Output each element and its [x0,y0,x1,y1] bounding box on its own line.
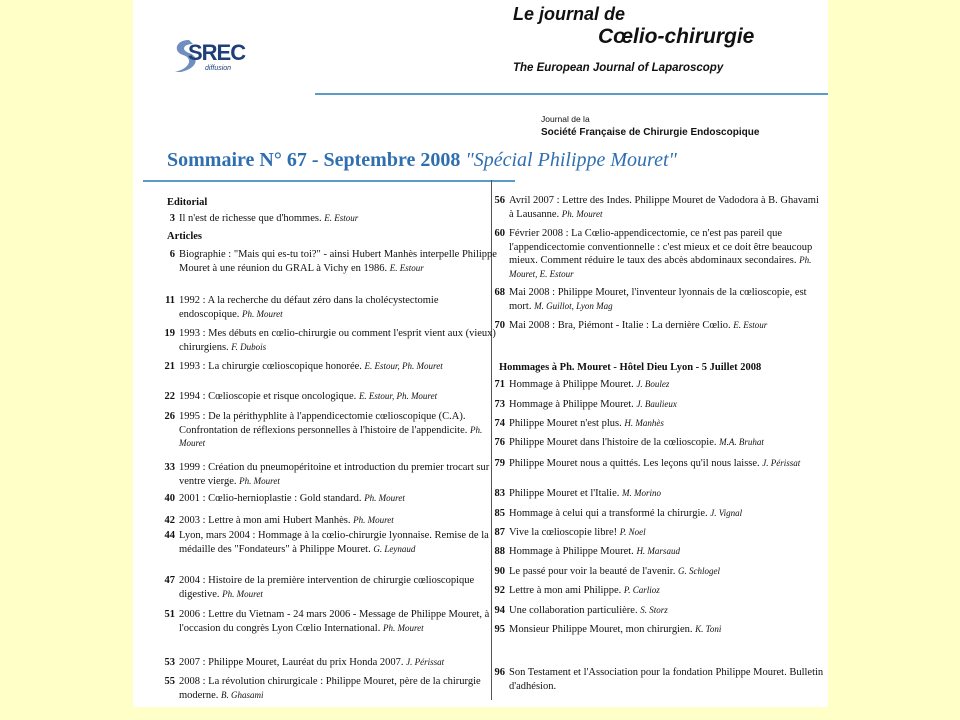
entry-author: E. Estour [389,262,424,273]
entry-author: J. Périssat [406,657,445,667]
entry-text [509,565,825,579]
entry-title: Lyon, mars 2004 : Hommage à la cœlio-chirurgie lyonnaise. Remise de la médaille des "Fondateurs" à Philippe Mouret. [179,530,489,555]
entry-author: Ph. Mouret [353,515,394,525]
title-main: Sommaire N° 67 - Septembre 2008 [167,149,461,171]
entry-text [179,461,501,488]
page-number: 11 [165,295,175,306]
entry-author: J. Périssat [762,458,801,468]
page-number: 79 [494,458,505,469]
entry-text [179,656,501,670]
entry-author: Ph. Mouret [364,493,405,503]
entry-text [179,514,501,528]
journal-title-line3: The European Journal of Laparoscopy [513,62,724,74]
entry-author: P. Noel [619,527,646,537]
entry-text [179,360,501,374]
entry-text [509,507,825,521]
entry-text [509,584,825,598]
entry-title: Vive la cœlioscopie libre! [509,527,618,538]
entry-text [179,675,501,702]
entry-author: G. Leynaud [373,543,416,554]
entry-title: Le passé pour voir la beauté de l'avenir. [509,566,676,577]
entry-title: Philippe Mouret n'est plus. [509,418,622,429]
entry-title: 2007 : Philippe Mouret, Lauréat du prix Honda 2007. [179,657,404,668]
entry-title: Une collaboration particulière. [509,605,638,616]
page-number: 92 [494,585,505,596]
header-rule [315,93,828,95]
entry-author: E. Estour [324,213,359,223]
entry-title: Hommage à Philippe Mouret. [509,399,634,410]
entry-text [509,398,825,412]
entry-title: Son Testament et l'Association pour la fondation Philippe Mouret. Bulletin d'adhésion. [509,667,824,692]
page-number: 71 [494,379,505,390]
entry-title: Il n'est de richesse que d'hommes. [179,213,322,224]
entry-title: 1993 : La chirurgie cœlioscopique honorée. [179,361,362,372]
page-number: 70 [494,320,505,331]
entry-author: Ph. Mouret, E. Estour [509,255,812,279]
journal-title-line2: Cœlio-chirurgie [598,25,755,48]
entry-title: Mai 2008 : Bra, Piémont - Italie : La dernière Cœlio. [509,320,731,331]
entry-title: 2003 : Lettre à mon ami Hubert Manhès. [179,515,351,526]
page-number: 55 [164,676,175,687]
entry-author: J. Boulez [636,379,670,389]
entry-text [179,410,501,451]
entry-author: P. Carlioz [623,585,660,595]
page-number: 60 [494,228,505,239]
page-number: 68 [494,287,505,298]
page-number: 85 [494,508,505,519]
section-editorial: Editorial [167,197,208,208]
entry-author: F. Dubois [231,341,267,352]
entry-title: Hommage à celui qui a transformé la chirurgie. [509,508,708,519]
entry-author: J. Baulieux [636,399,677,409]
entry-author: M. Guillot, Lyon Mag [534,300,613,311]
entry-author: Ph. Mouret [382,622,424,633]
entry-title: Philippe Mouret dans l'histoire de la cœlioscopie. [509,437,717,448]
entry-text [179,294,501,321]
title-special: "Spécial Philippe Mouret" [465,149,677,171]
entry-text [179,492,501,506]
page-number: 94 [494,605,505,616]
page-number: 21 [164,361,175,372]
page-number: 88 [494,546,505,557]
society-line1: Journal de la [541,114,590,124]
page-number: 95 [494,624,505,635]
page-number: 74 [494,418,505,429]
entry-title: 2004 : Histoire de la première intervention de chirurgie cœlioscopique digestive. [179,575,475,600]
page-number: 87 [494,527,505,538]
entry-text [179,390,501,404]
entry-text [509,487,825,501]
entry-title: Mai 2008 : Philippe Mouret, l'inventeur lyonnais de la cœlioscopie, est mort. [509,287,807,312]
entry-title: Avril 2007 : Lettre des Indes. Philippe Mouret de Vadodora à B. Ghavami à Lausanne. [509,195,819,220]
entry-text [179,212,501,226]
page-number: 76 [494,437,505,448]
entry-author: Ph. Mouret [561,208,603,219]
entry-text [179,327,501,354]
entry-title: 2001 : Cœlio-hernioplastie : Gold standard. [179,493,362,504]
entry-author: Ph. Mouret [179,424,483,448]
entry-text [509,666,825,693]
entry-author: B. Ghasami [221,689,264,700]
entry-title: Lettre à mon ami Philippe. [509,585,622,596]
entry-text [509,526,825,540]
entry-text [509,286,825,313]
entry-text [509,623,825,637]
entry-text [179,574,501,601]
entry-title: Hommage à Philippe Mouret. [509,546,634,557]
entry-text [509,227,825,281]
entry-author: Ph. Mouret [239,475,280,486]
entry-author: G. Schlogel [677,566,720,576]
entry-title: 1993 : Mes débuts en cœlio-chirurgie ou comment l'esprit vient aux (vieux) chirurgiens. [179,328,496,353]
entry-title: 1994 : Cœlioscopie et risque oncologique. [179,391,357,402]
entry-author: E. Estour, Ph. Mouret [364,361,443,371]
entry-text [509,378,825,392]
entry-title: 1995 : De la périthyphlite à l'appendicectomie cœlioscopique (C.A). Confrontation de réflexions personnelles à l'histoire de l'appendicite. [179,411,468,436]
title-rule [143,180,515,182]
logo-text: SREC [188,40,246,65]
entry-author: K. Toni [695,624,722,634]
page-number: 40 [164,493,175,504]
entry-title: 1992 : A la recherche du défaut zéro dans la cholécystectomie endoscopique. [179,295,439,320]
entry-title: 2006 : Lettre du Vietnam - 24 mars 2006 - Message de Philippe Mouret, à l'occasion du congrès Lyon Cœlio International. [179,609,490,634]
entry-text [179,529,501,556]
page-number: 22 [164,391,175,402]
entry-author: J. Vignal [710,508,743,518]
entry-author: M. Morino [622,488,661,498]
page-number: 96 [494,667,505,678]
entry-title: 1999 : Création du pneumopéritoine et introduction du premier trocart sur ventre vierge. [179,462,490,487]
page-number: 42 [164,515,175,526]
entry-text [509,604,825,618]
page-number: 19 [164,328,175,339]
entry-title: Hommage à Philippe Mouret. [509,379,634,390]
entry-text [509,545,825,559]
entry-text [179,608,501,635]
page-number: 51 [164,609,175,620]
page-number: 73 [494,399,505,410]
entry-author: Ph. Mouret [222,588,263,599]
entry-title: Philippe Mouret nous a quittés. Les leçons qu'il nous laisse. [509,458,760,469]
logo-subtitle: diffusion [205,65,232,72]
page-number: 44 [164,530,175,541]
entry-author: H. Manhès [624,418,664,428]
entry-title: Biographie : "Mais qui es-tu toi?" - ainsi Hubert Manhès interpelle Philippe Mouret à une réunion du GRAL à Vichy en 1986. [179,249,497,274]
entry-text [509,194,825,221]
entry-text [509,417,825,431]
page-title [167,149,677,172]
entry-title: 2008 : La révolution chirurgicale : Philippe Mouret, père de la chirurgie moderne. [179,676,481,701]
page-number: 56 [494,195,505,206]
entry-title: Monsieur Philippe Mouret, mon chirurgien. [509,624,693,635]
entry-text [509,457,825,471]
entry-author: M.A. Bruhat [719,437,764,447]
entry-title: Philippe Mouret et l'Italie. [509,488,620,499]
srec-logo [171,36,246,78]
society-line2: Société Française de Chirurgie Endoscopique [541,127,760,138]
journal-title-line1: Le journal de [513,4,626,24]
page-number: 6 [169,249,175,260]
entry-author: E. Estour [733,320,768,330]
entry-author: H. Marsaud [636,546,680,556]
page-number: 83 [494,488,505,499]
entry-author: Ph. Mouret [242,308,283,319]
section-hommages: Hommages à Ph. Mouret - Hôtel Dieu Lyon - 5 Juillet 2008 [499,362,762,373]
page-number: 90 [494,566,505,577]
page-number: 3 [169,213,175,224]
page-number: 26 [164,411,175,422]
entry-author: E. Estour, Ph. Mouret [358,391,438,401]
page-number: 53 [164,657,175,668]
page-number: 47 [164,575,175,586]
page-number: 33 [164,462,175,473]
entry-text [509,319,825,333]
entry-author: S. Storz [640,605,668,615]
entry-title: Février 2008 : La Cœlio-appendicectomie, ce n'est pas pareil que l'appendicectomie conventionnelle : c'est mieux et ce doit être beaucoup mieux. Comment réduire le taux des abcès abdominaux secondaires. [509,228,813,266]
section-articles: Articles [167,231,202,242]
entry-text [179,248,501,275]
entry-text [509,436,825,450]
journal-page [133,0,828,707]
